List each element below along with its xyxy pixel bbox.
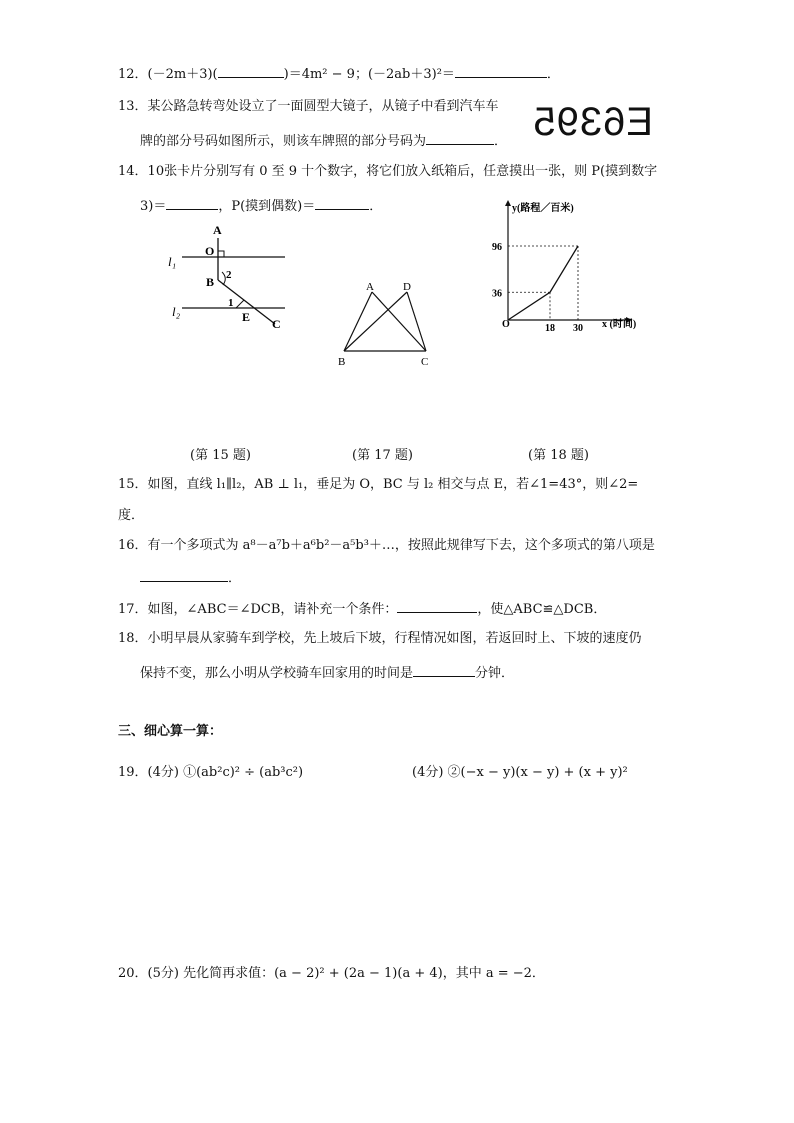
question-15-line1: 15．如图，直线 l₁∥l₂，AB ⊥ l₁，垂足为 O，BC 与 l₂ 相交与点 E，若∠1=43°，则∠2= <box>118 477 639 492</box>
question-13-line2 <box>140 131 507 151</box>
y-axis-label: y(路程／百米) <box>512 203 574 214</box>
question-18-line2 <box>140 663 514 683</box>
q17-text-a: 17．如图，∠ABC＝∠DCB，请补充一个条件： <box>118 602 398 617</box>
segment-dc <box>407 292 426 351</box>
q12-blank-2 <box>455 64 547 78</box>
label-a: A <box>366 281 374 293</box>
q18-text-b: 分钟． <box>475 666 515 681</box>
segment-ab <box>344 292 372 351</box>
label-b: B <box>206 275 215 289</box>
question-20: 20．(5分) 先化简再求值：(a − 2)² + (2a − 1)(a + 4)，其中 a = −2． <box>118 966 545 981</box>
y-tick-label-96: 96 <box>492 242 502 253</box>
question-15-line2: 度． <box>118 508 145 523</box>
label-c: C <box>421 356 429 368</box>
q13-end: ． <box>494 134 508 149</box>
q16-blank <box>140 568 228 582</box>
q13-blank <box>426 131 494 145</box>
y-axis-arrow-icon <box>505 200 511 206</box>
question-16-line2 <box>140 568 241 588</box>
question-18-line1: 18．小明早晨从家骑车到学校，先上坡后下坡，行程情况如图，若返回时上、下坡的速度仍 <box>118 631 642 646</box>
label-c: C <box>272 317 281 331</box>
q17-text-b: ，使△ABC≌△DCB． <box>477 602 607 617</box>
question-14-line2 <box>140 196 382 216</box>
figure-15 <box>160 220 300 340</box>
q18-blank <box>413 663 475 677</box>
label-a: A <box>213 223 222 237</box>
caption-17: (第 17 题) <box>352 448 413 463</box>
q12-text-a: 12．(－2m＋3)( <box>118 67 218 82</box>
right-angle-mark <box>218 251 224 257</box>
q12-blank-1 <box>218 64 284 78</box>
q16-end: ． <box>228 571 242 586</box>
segment-ac <box>372 292 426 351</box>
q14-end: ． <box>369 199 383 214</box>
x-tick-label-18: 18 <box>545 323 555 334</box>
figure-18-chart <box>490 196 650 336</box>
question-19-part2: (4分) ②(−x − y)(x − y) + (x + y)² <box>412 765 628 780</box>
label-l1: l₁ <box>168 254 177 269</box>
label-b: B <box>338 356 346 368</box>
x-axis-label: x (时间) <box>602 319 637 330</box>
q13-line2-text: 牌的部分号码如图所示，则该车牌照的部分号码为 <box>140 134 427 149</box>
question-16-line1: 16．有一个多项式为 a⁸－a⁷b＋a⁶b²－a⁵b³＋…，按照此规律写下去，这个多项式的第八项是 <box>118 538 655 553</box>
origin-label: O <box>502 319 510 330</box>
q17-blank <box>397 599 477 613</box>
figure-17 <box>332 280 442 372</box>
label-l2: l₂ <box>172 304 181 319</box>
label-angle-1: 1 <box>228 297 234 309</box>
q18-text-a: 保持不变，那么小明从学校骑车回家用的时间是 <box>140 666 414 681</box>
y-tick-label-36: 36 <box>492 288 502 300</box>
series-line <box>508 246 578 320</box>
mirror-plate-image <box>532 100 653 144</box>
label-d: D <box>403 281 411 293</box>
q14-blank-1 <box>166 196 218 210</box>
q12-end: ． <box>546 67 560 82</box>
angle-1-arc <box>236 300 244 308</box>
question-13-line1: 13．某公路急转弯处设立了一面圆型大镜子，从镜子中看到汽车车 <box>118 99 499 114</box>
segment-db <box>344 292 407 351</box>
mirror-plate-text: E6395 <box>532 100 653 144</box>
section-3-heading: 三、细心算一算： <box>118 724 223 739</box>
q12-text-b: )＝4m² − 9；(－2ab＋3)²＝ <box>283 67 455 82</box>
question-19-part1: 19．(4分) ①(ab²c)² ÷ (ab³c²) <box>118 765 304 780</box>
label-o: O <box>205 244 215 258</box>
caption-18: (第 18 题) <box>528 448 589 463</box>
question-14-line1: 14．10张卡片分别写有 0 至 9 十个数字，将它们放入纸箱后，任意摸出一张，则 P(摸到数字 <box>118 164 658 179</box>
caption-15: (第 15 题) <box>190 448 251 463</box>
x-tick-label-30: 30 <box>573 323 583 334</box>
label-angle-2: 2 <box>226 269 232 281</box>
q14-text-a: 3)＝ <box>140 199 167 214</box>
q14-text-b: ，P(摸到偶数)＝ <box>218 199 316 214</box>
question-17 <box>118 599 606 619</box>
label-e: E <box>242 310 251 324</box>
q14-blank-2 <box>315 196 369 210</box>
question-12 <box>118 64 560 84</box>
